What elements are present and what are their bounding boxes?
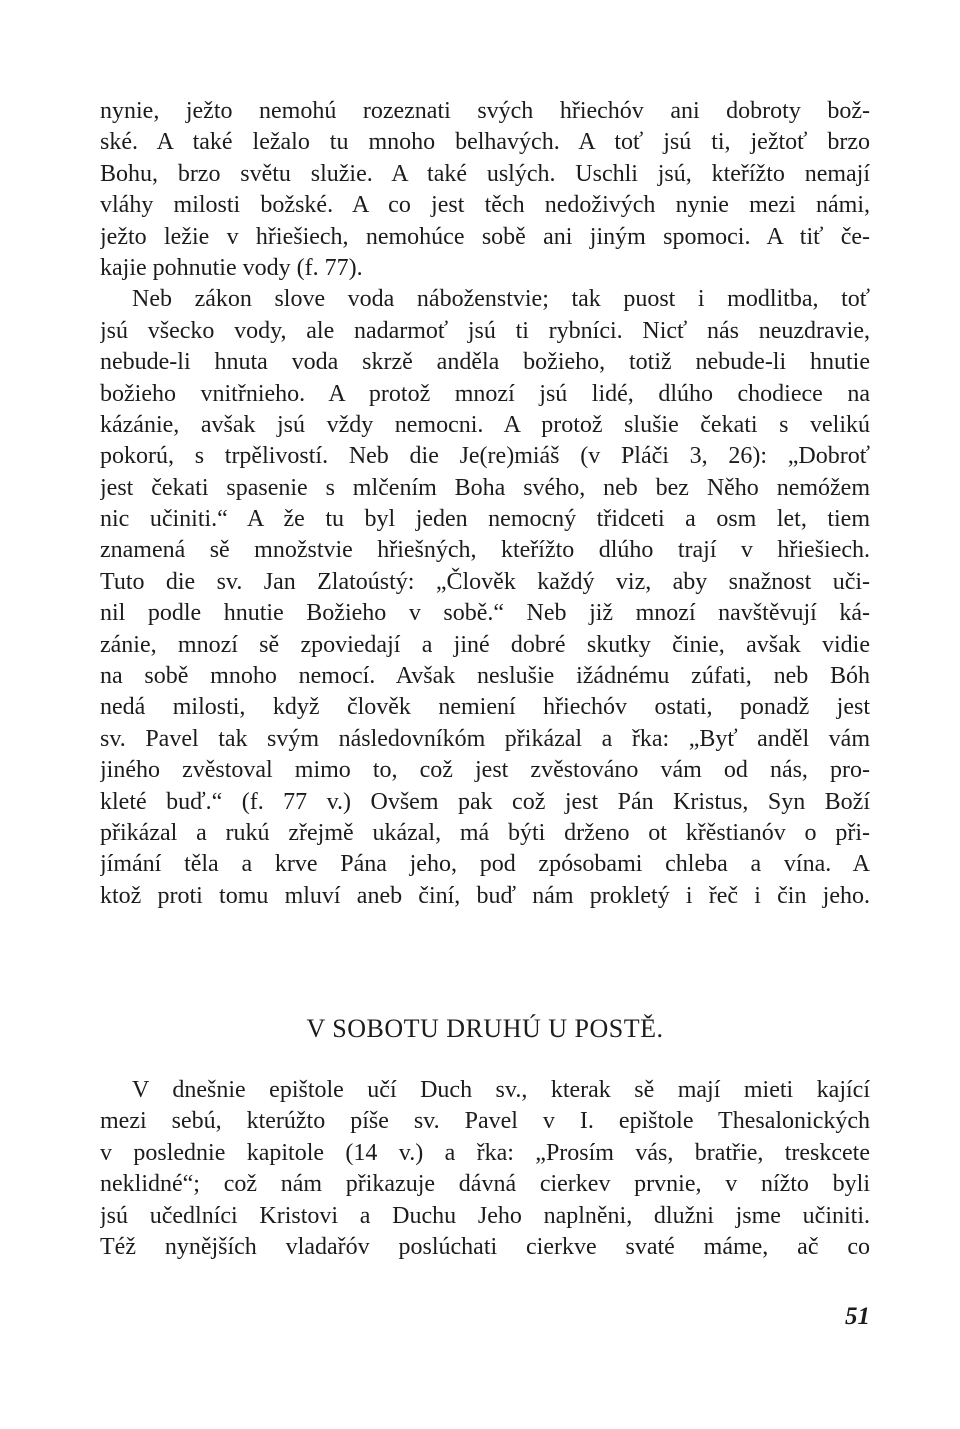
text-line: jiného zvěstoval mimo to, což jest zvěstováno vám od nás, pro-	[100, 757, 870, 784]
text-line: vláhy milosti božské. A co jest těch nedoživých nynie mezi námi,	[100, 192, 870, 219]
text-line: zánie, mnozí sě zpoviedají a jiné dobré skutky činie, avšak vidie	[100, 631, 870, 658]
text-line: božieho vnitřnieho. A protož mnozí jsú lidé, dlúho chodiece na	[100, 380, 870, 407]
text-line: nebude-li hnuta voda skrzě anděla božieho, totiž nebude-li hnutie	[100, 349, 870, 376]
section-heading: V SOBOTU DRUHÚ U POSTĚ.	[306, 1014, 664, 1043]
text-line: ktož proti tomu mluví aneb činí, buď nám prokletý i řeč i čin jeho.	[100, 882, 870, 909]
text-line: jímání těla a krve Pána jeho, pod zpósobami chleba a vína. A	[100, 851, 870, 878]
text-line: pokorú, s trpělivostí. Neb die Je(re)miáš (v Pláči 3, 26): „Dobroť	[100, 443, 870, 470]
body-text-top	[100, 96, 870, 912]
text-line: nynie, ježto nemohú rozeznati svých hřiechóv ani dobroty bož-	[100, 98, 870, 124]
paragraph-3	[100, 1075, 870, 1263]
text-line: ježto ležie v hřiešiech, nemohúce sobě ani jiným spomoci. A tiť če-	[100, 223, 870, 250]
text-line: kajie pohnutie vody (f. 77).	[100, 254, 363, 281]
text-line: sv. Pavel tak svým následovníkóm přikázal a řka: „Byť anděl vám	[100, 725, 870, 752]
text-line: mezi sebú, kterúžto píše sv. Pavel v I. epištole Thesalonických	[100, 1108, 870, 1135]
text-line: znamená sě množstvie hřiešných, kteřížto dlúho trají v hřiešiech.	[100, 537, 870, 564]
text-line: nedá milosti, když člověk nemiení hřiechóv ostati, ponadž jest	[100, 694, 870, 721]
page-number: 51	[845, 1303, 870, 1330]
text-line: neklidné“; což nám přikazuje dávná cierkev prvnie, v nížto byli	[100, 1171, 870, 1198]
text-line: Též nynějších vladařóv poslúchati cierkve svaté máme, ač co	[100, 1233, 870, 1260]
text-line: kleté buď.“ (f. 77 v.) Ovšem pak což jest Pán Kristus, Syn Boží	[100, 788, 870, 815]
text-line: ské. A také ležalo tu mnoho belhavých. A toť jsú ti, ježtoť brzo	[100, 129, 870, 156]
text-line: nil podle hnutie Božieho v sobě.“ Neb již mnozí navštěvují ká-	[100, 600, 870, 627]
text-line: jsú učedlníci Kristovi a Duchu Jeho naplněni, dlužni jsme učiniti.	[100, 1202, 870, 1229]
text-line: v poslednie kapitole (14 v.) a řka: „Prosím vás, bratřie, treskcete	[100, 1139, 870, 1166]
paragraph-2	[100, 284, 870, 912]
text-line: kázánie, avšak jsú vždy nemocni. A protož slušie čekati s velikú	[100, 411, 870, 438]
text-line: přikázal a rukú zřejmě ukázal, má býti drženo ot křěstianóv o při-	[100, 819, 870, 846]
text-line: Tuto die sv. Jan Zlatoústý: „Člověk každý viz, aby snažnost uči-	[100, 568, 870, 595]
text-line: Neb zákon slove voda náboženstvie; tak puost i modlitba, toť	[132, 286, 870, 313]
text-line: Bohu, brzo světu služie. A také uslých. Uschli jsú, kteřížto nemají	[100, 160, 870, 187]
text-line: na sobě mnoho nemocí. Avšak neslušie ižádnému zúfati, neb Bóh	[100, 663, 870, 690]
text-line: V dnešnie epištole učí Duch sv., kterak sě mají mieti kající	[132, 1077, 870, 1103]
text-line: nic učiniti.“ A že tu byl jeden nemocný třidceti a osm let, tiem	[100, 506, 870, 533]
text-line: jest čekati spasenie s mlčením Boha svého, neb bez Něho nemóžem	[100, 474, 870, 501]
text-line: jsú všecko vody, ale nadarmoť jsú ti rybníci. Nicť nás neuzdravie,	[100, 317, 870, 344]
paragraph-1	[100, 96, 870, 284]
